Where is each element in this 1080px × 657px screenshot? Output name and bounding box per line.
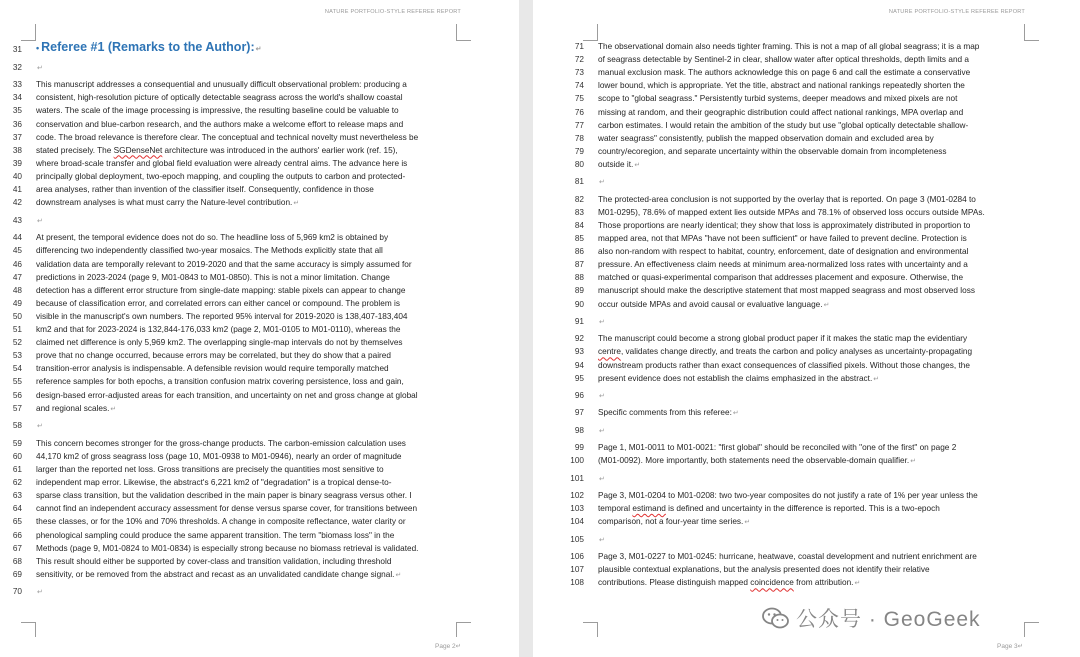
text-line <box>0 61 519 74</box>
text-line <box>0 214 519 227</box>
line-text: sensitivity, or be removed from the abstract and recast as an unvalidated candidate change signal.↵ <box>36 569 402 579</box>
line-text: The manuscript could become a strong global product paper if it makes the static map the evidentiary <box>598 334 968 344</box>
line-text: contributions. Please distinguish mapped coincidence from attribution.↵ <box>598 578 861 588</box>
line-text <box>598 389 605 403</box>
line-number: 63 <box>12 491 22 501</box>
text-line <box>0 542 519 555</box>
line-text <box>598 424 605 438</box>
paragraph-mark-icon: ↵ <box>110 405 117 413</box>
line-number: 78 <box>574 133 584 143</box>
line-text: lower bound, which is appropriate. Yet the title, abstract and national rankings repeatedly shorten the <box>598 81 965 91</box>
line-number: 106 <box>570 552 584 562</box>
text-line <box>0 231 519 244</box>
line-number: 52 <box>12 338 22 348</box>
line-number: 82 <box>574 194 584 204</box>
line-number: 50 <box>12 311 22 321</box>
running-header: NATURE PORTFOLIO-STYLE REFEREE REPORT <box>888 9 1025 15</box>
line-number: 51 <box>12 325 22 334</box>
line-number: 108 <box>570 578 584 588</box>
line-text: Page 1, M01-0011 to M01-0021: "first global" should be reconciled with "one of the first" on page 2 <box>598 443 957 453</box>
line-number: 85 <box>574 234 584 243</box>
line-number: 45 <box>12 246 22 256</box>
line-number: 67 <box>12 543 22 553</box>
line-text <box>36 61 43 75</box>
line-number: 104 <box>570 517 584 527</box>
line-number: 105 <box>570 534 584 544</box>
line-number: 92 <box>574 334 584 344</box>
text-line <box>533 206 1080 219</box>
line-text: claimed net difference is only 5,969 km2. The overlapping single-map intervals do not by themselves <box>36 338 403 348</box>
text-line <box>0 489 519 502</box>
line-text: downstream products rather than exact consequences of classified pixels. Without those changes, the <box>598 360 970 370</box>
line-text: where broad-scale transfer and global field evaluation were already central aims. The advance here is <box>36 158 408 168</box>
text-line <box>533 271 1080 284</box>
spellcheck-flagged-word[interactable]: SGDenseNet <box>113 145 163 155</box>
text-line <box>0 568 519 581</box>
text-line <box>533 193 1080 206</box>
text-line <box>0 284 519 297</box>
text-line <box>533 219 1080 232</box>
line-number: 64 <box>12 504 22 514</box>
line-text: plausible contextual explanations, but the analysis presented does not identify their relative <box>598 565 930 575</box>
line-text: independent map error. Likewise, the abstract's 6,221 km2 of "degradation" is a tropical dense-to- <box>36 478 392 488</box>
line-text: The protected-area conclusion is not supported by the overlay that is reported. On page 3 (M01-0284 to <box>598 194 976 204</box>
crop-mark <box>583 24 598 41</box>
line-number: 91 <box>574 316 584 326</box>
line-text: manual exclusion mask. The authors acknowledge this on page 6 and call the estimate a conservative <box>598 68 971 78</box>
text-line <box>0 144 519 157</box>
line-text: This result should either be supported by cover-class and transition validation, including threshold <box>36 556 392 566</box>
text-line <box>0 118 519 131</box>
text-line <box>0 271 519 284</box>
text-line <box>0 258 519 271</box>
text-line <box>533 245 1080 258</box>
text-line <box>0 375 519 388</box>
line-text: also non-random with respect to habitat, country, enforcement, date of designation and environmental <box>598 247 969 257</box>
line-number: 34 <box>12 93 22 103</box>
line-number: 72 <box>574 55 584 65</box>
line-number: 94 <box>574 360 584 370</box>
line-number: 54 <box>12 364 22 374</box>
line-number: 35 <box>12 106 22 116</box>
line-text: occur outside MPAs and avoid causal or evaluative language.↵ <box>598 299 830 309</box>
text-line <box>533 145 1080 158</box>
line-number: 62 <box>12 478 22 488</box>
text-line <box>533 406 1080 419</box>
line-text: waters. The scale of the image processing is impressive, the resulting baseline could be valuable to <box>36 106 399 116</box>
text-line <box>533 472 1080 485</box>
line-text <box>598 175 605 189</box>
paragraph-mark-icon: ↵ <box>395 571 402 579</box>
text-line <box>533 576 1080 589</box>
line-number: 42 <box>12 198 22 208</box>
line-text: country/ecoregion, and separate uncertainty within the observable domain from incompleteness <box>598 146 947 156</box>
line-text <box>36 419 43 433</box>
paragraph-mark-icon: ↵ <box>854 580 861 588</box>
text-line <box>0 297 519 310</box>
line-number: 77 <box>574 120 584 130</box>
line-text: The observational domain also needs tighter framing. This is not a map of all global seagrass; it is a map <box>598 42 980 51</box>
line-number: 65 <box>12 517 22 527</box>
text-line <box>0 450 519 463</box>
running-header: NATURE PORTFOLIO-STYLE REFEREE REPORT <box>324 9 461 15</box>
line-number: 33 <box>12 80 22 90</box>
paragraph-mark-icon: ↵ <box>255 46 262 53</box>
text-line <box>533 345 1080 358</box>
text-line <box>0 131 519 144</box>
text-line <box>0 78 519 91</box>
line-text: Methods (page 9, M01-0824 to M01-0834) is especially strong because no biomass retrieval is validated. <box>36 543 419 553</box>
document-page-right <box>533 0 1080 657</box>
line-text <box>598 472 605 486</box>
line-text: Those proportions are nearly identical; they show that loss is approximately distributed in proportion to <box>598 220 971 230</box>
line-number: 70 <box>12 587 22 597</box>
paragraph-mark-icon: ↵ <box>732 410 739 418</box>
paragraph-mark-icon: ↵ <box>599 318 605 326</box>
text-line <box>0 476 519 489</box>
line-number: 73 <box>574 68 584 78</box>
line-number: 103 <box>570 504 584 514</box>
line-text <box>36 585 43 599</box>
crop-mark <box>456 622 471 637</box>
line-text: matched or quasi-experimental comparison that addresses placement and exposure. Otherwise, the <box>598 273 964 283</box>
text-line <box>533 424 1080 437</box>
text-line <box>533 258 1080 271</box>
line-number: 38 <box>12 145 22 155</box>
line-text: scope to "global seagrass." Persistently turbid systems, deeper meadows and mixed pixels are not <box>598 94 958 104</box>
line-number: 107 <box>570 565 584 575</box>
paragraph-mark-icon: ↵ <box>37 217 43 225</box>
text-line <box>533 284 1080 297</box>
paragraph-mark-icon: ↵ <box>37 64 43 72</box>
line-number: 95 <box>574 373 584 383</box>
line-text <box>598 533 605 547</box>
line-number: 88 <box>574 273 584 283</box>
spellcheck-flagged-word[interactable]: coincidence <box>750 578 794 588</box>
text-line <box>0 183 519 196</box>
line-number: 76 <box>574 107 584 117</box>
line-text: comparison, not a four-year time series.↵ <box>598 517 751 527</box>
text-line <box>0 402 519 415</box>
bullet-icon: • <box>36 43 40 53</box>
text-line <box>533 359 1080 372</box>
line-number: 55 <box>12 377 22 387</box>
paragraph-mark-icon: ↵ <box>599 427 605 435</box>
text-line <box>533 40 1080 53</box>
line-text: Page 3, M01-0227 to M01-0245: hurricane, heatwave, coastal development and nutrient enrichment are <box>598 552 977 562</box>
line-text: M01-0295), 78.6% of mapped extent lies outside MPAs and 78.1% of observed loss occurs outside MPAs. <box>598 207 985 217</box>
paragraph-mark-icon: ↵ <box>634 161 641 169</box>
line-number: 71 <box>574 42 584 51</box>
line-text: missing at random, and their geographic distribution could affect national rankings, MPA overlap and <box>598 107 964 117</box>
line-number: 39 <box>12 158 22 168</box>
text-line <box>533 315 1080 328</box>
line-number: 102 <box>570 491 584 501</box>
line-number: 99 <box>574 443 584 453</box>
line-number: 75 <box>574 94 584 104</box>
page-gap <box>519 0 533 657</box>
line-number: 40 <box>12 171 22 181</box>
page-footer: Page 3↵ <box>997 643 1024 650</box>
line-number: 31 <box>12 45 22 54</box>
text-line <box>0 157 519 170</box>
line-text: This manuscript addresses a consequential and unusually difficult observational problem: producing a <box>36 80 407 90</box>
text-line <box>533 53 1080 66</box>
line-number: 101 <box>570 473 584 483</box>
line-number: 80 <box>574 159 584 169</box>
wechat-logo-icon <box>762 606 790 630</box>
line-number: 96 <box>574 391 584 400</box>
text-line <box>533 232 1080 245</box>
line-text: water seagrass" consistently, publish the mapped observation domain and excluded area by <box>598 133 934 143</box>
line-text: sparse class transition, but the validation described in the main paper is binary seagrass versus other. I <box>36 491 412 501</box>
line-text: code. The broad relevance is therefore clear. The conceptual and technical novelty must nevertheless be <box>36 132 419 142</box>
line-number: 83 <box>574 207 584 217</box>
line-number: 37 <box>12 132 22 142</box>
paragraph-mark-icon: ↵ <box>37 423 43 431</box>
line-text: cannot find an independent accuracy assessment for dense versus sparse cover, for transitions between <box>36 504 418 514</box>
text-line <box>533 298 1080 311</box>
text-line <box>0 502 519 515</box>
text-line <box>533 502 1080 515</box>
line-number: 68 <box>12 556 22 566</box>
line-text <box>36 214 43 228</box>
text-line <box>533 372 1080 385</box>
line-text: manuscript should make the descriptive statement that most mapped seagrass and most observed loss <box>598 286 975 296</box>
line-number: 97 <box>574 408 584 418</box>
text-line <box>0 515 519 528</box>
line-number: 66 <box>12 530 22 540</box>
line-text: consistent, high-resolution picture of optically detectable seagrass across the world's shallow coastal <box>36 93 403 103</box>
text-line <box>533 92 1080 105</box>
text-line <box>0 389 519 402</box>
text-line <box>0 437 519 450</box>
line-number: 90 <box>574 299 584 309</box>
line-text: transition-error analysis is indispensable. A defensible revision would require temporally matched <box>36 364 389 374</box>
line-text: and regional scales.↵ <box>36 403 117 413</box>
line-number: 89 <box>574 286 584 296</box>
text-line <box>0 529 519 542</box>
text-line <box>0 196 519 209</box>
paragraph-mark-icon: ↵ <box>744 519 751 527</box>
text-line <box>533 515 1080 528</box>
text-line <box>533 441 1080 454</box>
text-line <box>533 389 1080 402</box>
line-number: 69 <box>12 569 22 579</box>
line-text: This concern becomes stronger for the gross-change products. The carbon-emission calculation uses <box>36 438 406 448</box>
line-text: mapped area, not that MPAs "have not been sufficient" or have failed to prevent decline. Protection is <box>598 234 967 243</box>
page-footer: Page 2↵ <box>435 643 462 650</box>
text-line <box>0 555 519 568</box>
text-line <box>533 79 1080 92</box>
paragraph-mark-icon: ↵ <box>599 475 605 483</box>
line-text: stated precisely. The SGDenseNet architecture was introduced in the authors' earlier work (ref. 15), <box>36 145 398 155</box>
line-number: 93 <box>574 347 584 357</box>
line-text: these classes, or for the 10% and 70% thresholds. A change in composite reflectance, water clarity or <box>36 517 406 527</box>
line-text <box>598 315 605 329</box>
text-line <box>0 419 519 432</box>
line-number: 47 <box>12 272 22 282</box>
line-text: present evidence does not establish the claims emphasized in the abstract.↵ <box>598 373 880 383</box>
line-number: 61 <box>12 465 22 474</box>
line-text: reference samples for both epochs, a transition confusion matrix covering persistence, loss and gain, <box>36 377 404 387</box>
paragraph-mark-icon: ↵ <box>293 200 300 208</box>
text-line <box>0 349 519 362</box>
line-number: 53 <box>12 351 22 361</box>
line-text: outside it.↵ <box>598 159 641 169</box>
line-text: phenological sampling could produce the same apparent transition. The term "biomass loss" in the <box>36 530 395 540</box>
text-line <box>0 244 519 257</box>
text-line <box>533 132 1080 145</box>
text-line <box>533 175 1080 188</box>
spellcheck-flagged-word[interactable]: centre <box>598 347 621 357</box>
line-number: 58 <box>12 421 22 431</box>
line-text: Specific comments from this referee:↵ <box>598 408 739 418</box>
text-line <box>0 170 519 183</box>
line-text: temporal estimand is defined and uncertainty in the difference is reported. This is a two-epoch <box>598 504 940 514</box>
line-number: 57 <box>12 403 22 413</box>
text-line <box>533 533 1080 546</box>
paragraph-mark-icon: ↵ <box>599 179 605 187</box>
line-text: pressure. An effectiveness claim needs at minimum area-normalized loss rates with uncertainty and a <box>598 260 968 270</box>
line-number: 48 <box>12 285 22 295</box>
text-line <box>533 550 1080 563</box>
text-line <box>533 66 1080 79</box>
line-text: km2 and that for 2023-2024 is 132,844-176,033 km2 (page 2, M01-0105 to M01-0110), whereas the <box>36 325 401 334</box>
line-number: 87 <box>574 260 584 270</box>
line-text: Page 3, M01-0204 to M01-0208: two two-year composites do not justify a rate of 1% per year unless the <box>598 491 978 501</box>
paragraph-mark-icon: ↵ <box>37 589 43 597</box>
crop-mark <box>21 24 36 41</box>
line-text: (M01-0092). More importantly, both statements need the observable-domain qualifier.↵ <box>598 456 917 466</box>
text-line <box>533 332 1080 345</box>
line-text: differencing two independently classified two-year mosaics. The Methods explicitly state that all <box>36 246 383 256</box>
text-line <box>533 158 1080 171</box>
line-text: prove that no change occurred, because errors may be correlated, but they do show that a paired <box>36 351 391 361</box>
line-text: of seagrass detectable by Sentinel-2 in clear, shallow water after optical thresholds, depth limits and a <box>598 55 969 65</box>
crop-mark <box>583 622 598 637</box>
line-text: visible in the manuscript's own numbers. The reported 95% interval for 2019-2020 is 138,407-183,404 <box>36 311 408 321</box>
section-heading-line <box>0 40 519 56</box>
line-number: 46 <box>12 259 22 269</box>
line-number: 36 <box>12 119 22 129</box>
line-number: 100 <box>570 456 584 466</box>
document-page-left <box>0 0 519 657</box>
line-number: 59 <box>12 438 22 448</box>
text-line <box>0 104 519 117</box>
line-number: 98 <box>574 425 584 435</box>
line-text: area analyses, rather than invention of the classifier itself. Consequently, confidence in those <box>36 185 374 194</box>
line-text: larger than the reported net loss. Gross transitions are precisely the quantities most sensitive to <box>36 465 384 474</box>
text-line <box>0 91 519 104</box>
line-number: 49 <box>12 298 22 308</box>
line-number: 79 <box>574 146 584 156</box>
paragraph-mark-icon: ↵ <box>910 458 917 466</box>
text-line <box>0 463 519 476</box>
text-line <box>533 106 1080 119</box>
line-text: design-based error-adjusted areas for each transition, and uncertainty on net and gross change at global <box>36 390 418 400</box>
paragraph-mark-icon: ↵ <box>599 536 605 544</box>
watermark <box>762 603 1062 633</box>
watermark-text: 公众号 · GeoGeek <box>796 608 981 631</box>
line-number: 84 <box>574 220 584 230</box>
text-line <box>533 454 1080 467</box>
text-line <box>0 323 519 336</box>
text-line <box>533 489 1080 502</box>
line-text: detection has a different error structure from single-date mapping: stable pixels can appear to change <box>36 285 406 295</box>
line-text: 44,170 km2 of gross seagrass loss (page 10, M01-0938 to M01-0946), nearly an order of magnitude <box>36 451 402 461</box>
paragraph-mark-icon: ↵ <box>599 393 605 400</box>
line-text: centre, validates change directly, and treats the carbon and policy analyses as uncertainty-propagating <box>598 347 973 357</box>
paragraph-mark-icon: ↵ <box>873 375 880 383</box>
crop-mark <box>21 622 36 637</box>
line-text: predictions in 2023-2024 (page 9, M01-0843 to M01-0850). This is not a minor limitation. Change <box>36 272 390 282</box>
text-line <box>0 585 519 598</box>
line-text: principally global deployment, two-epoch mapping, and coupling the outputs to carbon and protected- <box>36 171 406 181</box>
crop-mark <box>456 24 471 41</box>
line-text: because of classification error, and correlated errors can either cancel or compound. The problem is <box>36 298 400 308</box>
line-number: 44 <box>12 233 22 243</box>
line-number: 32 <box>12 62 22 72</box>
line-text: carbon estimates. I would retain the ambition of the study but use "global optically detectable shallow- <box>598 120 969 130</box>
text-line <box>0 336 519 349</box>
line-text: At present, the temporal evidence does not do so. The headline loss of 5,969 km2 is obtained by <box>36 233 389 243</box>
line-number: 56 <box>12 390 22 400</box>
crop-mark <box>1024 24 1039 41</box>
line-number: 43 <box>12 215 22 225</box>
line-number: 86 <box>574 247 584 257</box>
paragraph-mark-icon: ↵ <box>823 301 830 309</box>
line-number: 60 <box>12 451 22 461</box>
line-text: conservation and blue-carbon research, and the authors make a welcome effort to release maps and <box>36 119 404 129</box>
line-number: 74 <box>574 81 584 91</box>
line-number: 41 <box>12 185 22 194</box>
line-number: 81 <box>574 177 584 187</box>
text-line <box>0 310 519 323</box>
line-text: validation data are temporally relevant to 2019-2020 and that the same accuracy is simply assumed for <box>36 259 412 269</box>
heading-text: • Referee #1 (Remarks to the Author):↵ <box>36 40 262 54</box>
text-line <box>533 563 1080 576</box>
spellcheck-flagged-word[interactable]: estimand <box>632 504 666 514</box>
text-line <box>533 119 1080 132</box>
line-text: downstream analyses is what must carry the Nature-level contribution.↵ <box>36 198 300 208</box>
text-line <box>0 362 519 375</box>
